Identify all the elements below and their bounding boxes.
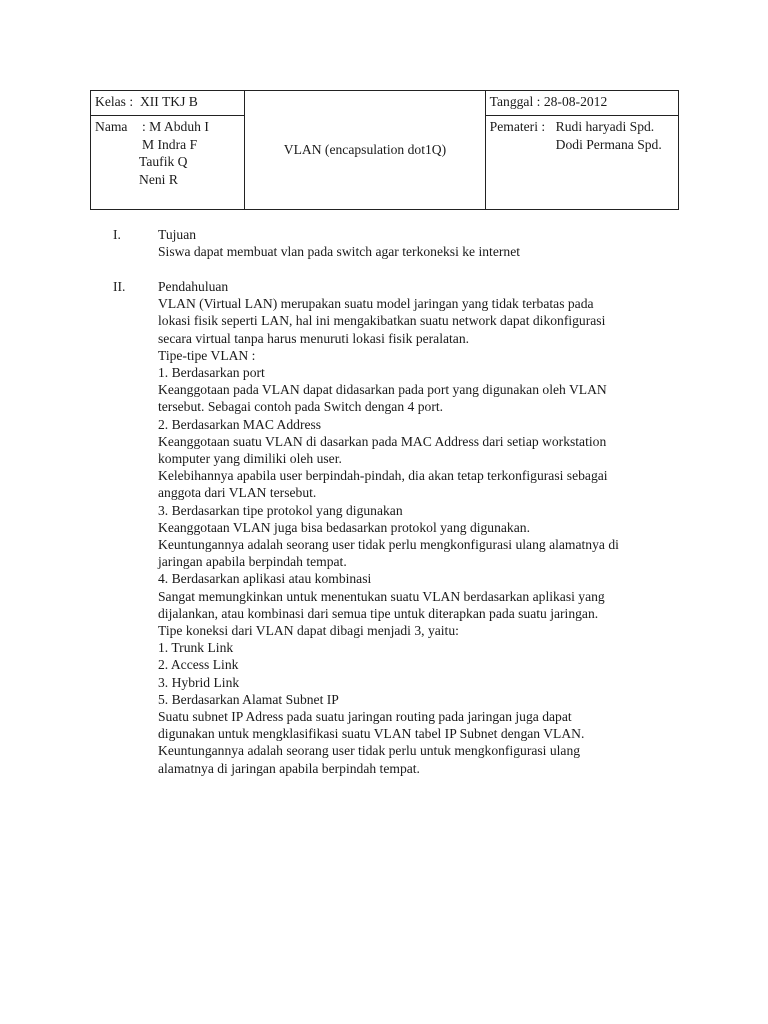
- pemateri-cell: [485, 116, 678, 210]
- section-heading: Pendahuluan: [158, 279, 229, 294]
- paragraph-line: Keuntungannya adalah seorang user tidak perlu mengkonfigurasi ulang alamatnya di: [158, 537, 619, 553]
- paragraph-line: lokasi fisik seperti LAN, hal ini mengakibatkan suatu network dapat dikonfigurasi: [158, 313, 606, 329]
- paragraph-line: 4. Berdasarkan aplikasi atau kombinasi: [158, 571, 372, 587]
- paragraph-line: secara virtual tanpa harus menuruti lokasi fisik peralatan.: [158, 330, 470, 346]
- paragraph-line: Sangat memungkinkan untuk menentukan suatu VLAN berdasarkan aplikasi yang: [158, 588, 605, 604]
- name-item: M Indra F: [142, 136, 198, 152]
- paragraph-line: Tipe-tipe VLAN :: [158, 347, 256, 363]
- nama-label: Nama: [95, 119, 128, 134]
- paragraph-line: Keanggotaan VLAN juga bisa bedasarkan protokol yang digunakan.: [158, 519, 530, 535]
- name-item: Neni R: [139, 171, 178, 187]
- pemateri-item: Dodi Permana Spd.: [555, 136, 662, 152]
- section-numeral: I.: [113, 227, 121, 242]
- kelas-value: XII TKJ B: [139, 94, 198, 109]
- paragraph-line: Tipe koneksi dari VLAN dapat dibagi menjadi 3, yaitu:: [158, 623, 459, 639]
- pemateri-item: Rudi haryadi Spd.: [555, 119, 655, 134]
- paragraph-line: Keanggotaan suatu VLAN di dasarkan pada MAC Address dari setiap workstation: [158, 433, 607, 449]
- section-numeral: II.: [113, 279, 126, 294]
- paragraph-line: VLAN (Virtual LAN) merupakan suatu model jaringan yang tidak terbatas pada: [158, 296, 594, 312]
- pemateri-label: Pemateri :: [489, 119, 546, 134]
- paragraph-line: alamatnya di jaringan apabila berpindah tempat.: [158, 760, 420, 776]
- section-body: [158, 226, 673, 260]
- header-table: [90, 90, 679, 210]
- paragraph-line: digunakan untuk mengklasifikasi suatu VLAN tabel IP Subnet dengan VLAN.: [158, 726, 585, 742]
- name-item: Taufik Q: [139, 154, 188, 169]
- tanggal-cell: [485, 91, 678, 116]
- paragraph-line: jaringan apabila berpindah tempat.: [158, 554, 347, 570]
- paragraph-line: Keuntungannya adalah seorang user tidak perlu untuk mengkonfigurasi ulang: [158, 743, 581, 759]
- nama-cell: [91, 116, 245, 210]
- section-heading: Tujuan: [158, 227, 197, 242]
- names-list: [139, 118, 209, 188]
- paragraph-line: 2. Access Link: [158, 657, 239, 673]
- paragraph-line: 5. Berdasarkan Alamat Subnet IP: [158, 691, 339, 707]
- kelas-cell: [91, 91, 245, 116]
- paragraph-line: anggota dari VLAN tersebut.: [158, 485, 317, 501]
- tanggal-value: 28-08-2012: [543, 94, 608, 109]
- paragraph-line: komputer yang dimiliki oleh user.: [158, 451, 342, 467]
- paragraph-line: tersebut. Sebagai contoh pada Switch dengan 4 port.: [158, 399, 444, 415]
- paragraph-line: 3. Berdasarkan tipe protokol yang digunakan: [158, 502, 403, 518]
- paragraph-line: dijalankan, atau kombinasi dari semua tipe untuk diterapkan pada suatu jaringan.: [158, 605, 599, 621]
- paragraph-line: 3. Hybrid Link: [158, 674, 240, 690]
- paragraph-line: 1. Berdasarkan port: [158, 365, 265, 381]
- name-item: : M Abduh I: [142, 119, 209, 134]
- paragraph-line: Kelebihannya apabila user berpindah-pindah, dia akan tetap terkonfigurasi sebagai: [158, 468, 608, 484]
- paragraph-line: Siswa dapat membuat vlan pada switch agar terkoneksi ke internet: [158, 244, 521, 260]
- document-title-cell: [245, 91, 485, 210]
- tanggal-label: Tanggal :: [489, 94, 541, 109]
- paragraph-line: Suatu subnet IP Adress pada suatu jaringan routing pada jaringan juga dapat: [158, 709, 572, 725]
- paragraph-line: 1. Trunk Link: [158, 640, 234, 656]
- kelas-label: Kelas :: [95, 94, 134, 109]
- pemateri-list: [556, 118, 662, 153]
- paragraph-line: 2. Berdasarkan MAC Address: [158, 416, 322, 432]
- document-title: VLAN (encapsulation dot1Q): [283, 142, 447, 157]
- section-body: [158, 278, 673, 777]
- paragraph-line: Keanggotaan pada VLAN dapat didasarkan pada port yang digunakan oleh VLAN: [158, 382, 607, 398]
